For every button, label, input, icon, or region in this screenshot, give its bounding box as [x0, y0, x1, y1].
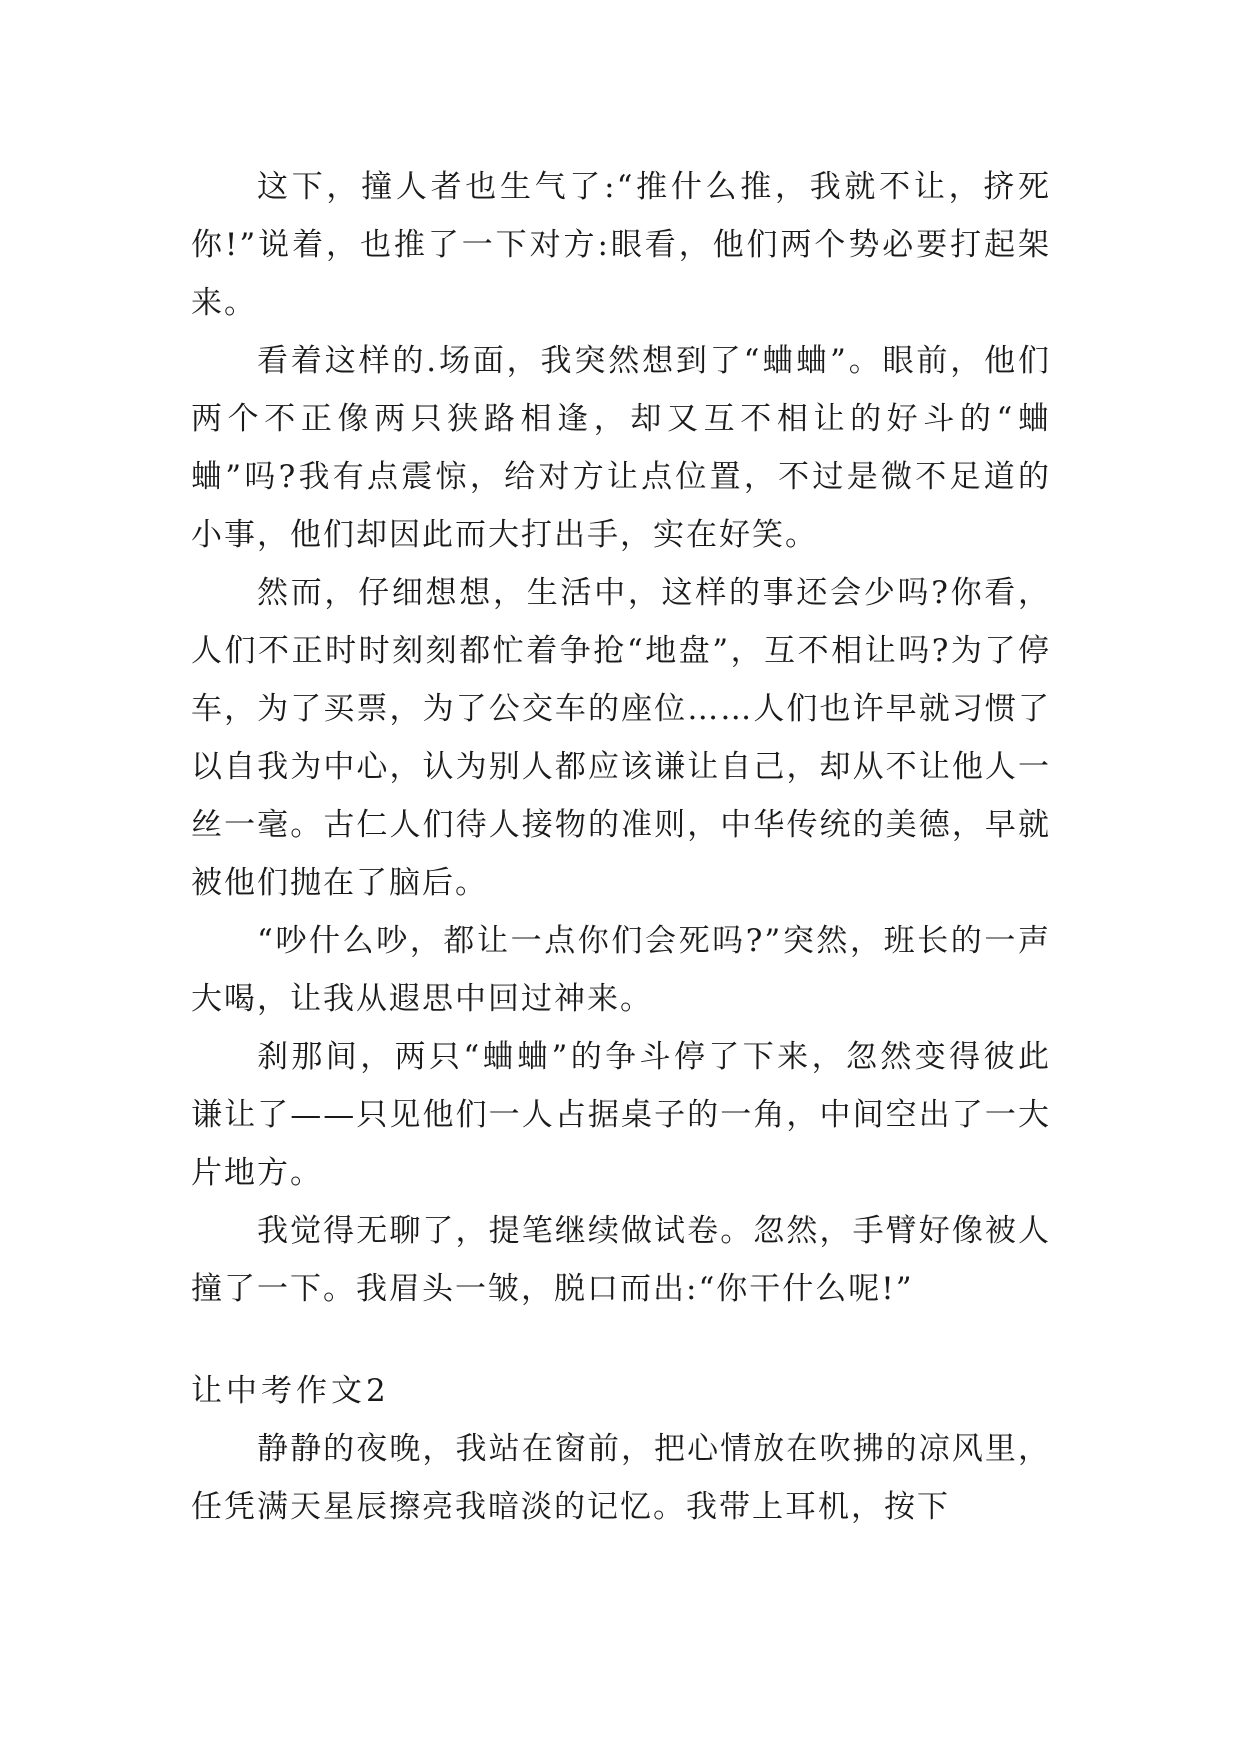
- paragraph: 这下，撞人者也生气了:“推什么推，我就不让，挤死你!”说着，也推了一下对方:眼看，他们两个势必要打起架来。: [191, 169, 1051, 321]
- paragraph: 静静的夜晚，我站在窗前，把心情放在吹拂的凉风里，任凭满天星辰擦亮我暗淡的记忆。我带上耳机，按下: [191, 1431, 1051, 1525]
- paragraph: 然而，仔细想想，生活中，这样的事还会少吗?你看，人们不正时时刻刻都忙着争抢“地盘”，互不相让吗?为了停车，为了买票，为了公交车的座位……人们也许早就习惯了以自我为中心，认为别人都应该谦让自己，却从不让他人一丝一毫。古仁人们待人接物的准则，中华传统的美德，早就被他们抛在了脑后。: [191, 575, 1051, 901]
- paragraph: 看着这样的.场面，我突然想到了“蛐蛐”。眼前，他们两个不正像两只狭路相逢，却又互不相让的好斗的“蛐蛐”吗?我有点震惊，给对方让点位置，不过是微不足道的小事，他们却因此而大打出手，实在好笑。: [191, 343, 1051, 553]
- section-title: 让中考作文2: [191, 1373, 390, 1409]
- document-body: [191, 158, 1051, 1536]
- section-spacer: [191, 1318, 1051, 1362]
- paragraph: 我觉得无聊了，提笔继续做试卷。忽然，手臂好像被人撞了一下。我眉头一皱，脱口而出:“你干什么呢!”: [191, 1213, 1051, 1307]
- paragraph: 刹那间，两只“蛐蛐”的争斗停了下来，忽然变得彼此谦让了——只见他们一人占据桌子的一角，中间空出了一大片地方。: [191, 1039, 1051, 1191]
- paragraph: “吵什么吵，都让一点你们会死吗?”突然，班长的一声大喝，让我从遐思中回过神来。: [191, 923, 1051, 1017]
